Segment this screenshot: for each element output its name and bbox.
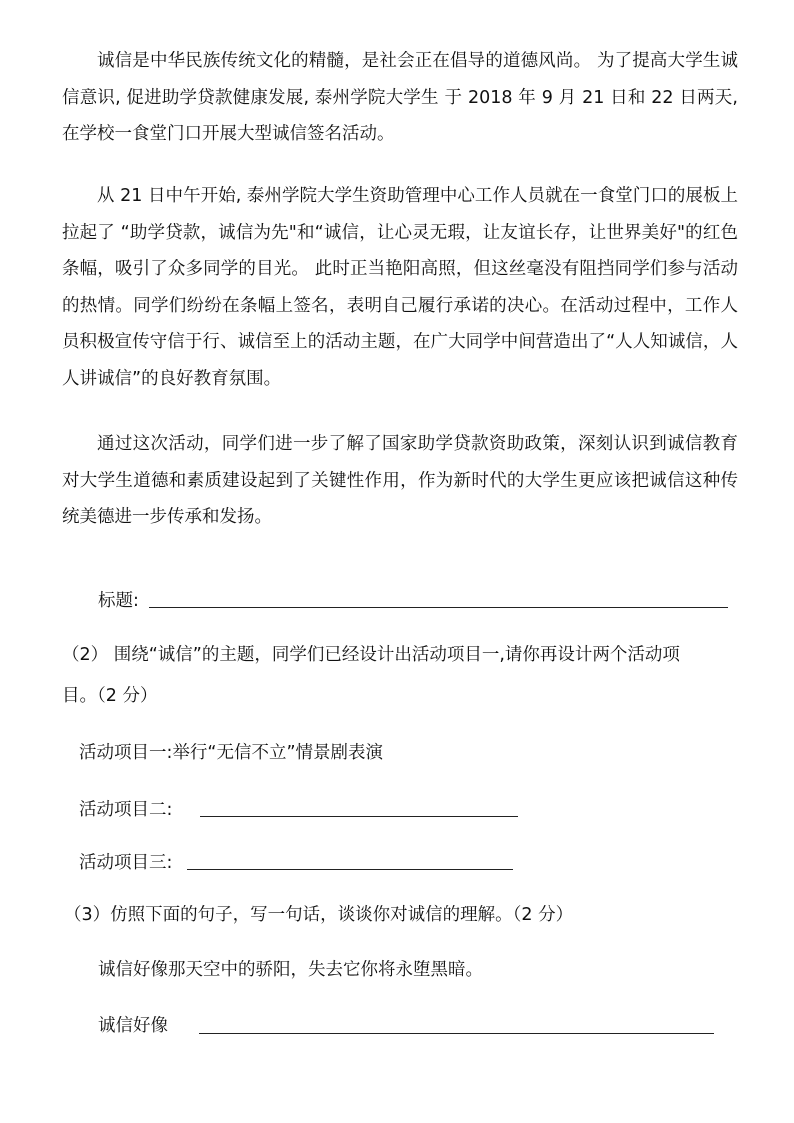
activity-item-1: 活动项目一:举行“无信不立”情景剧表演 bbox=[79, 743, 384, 763]
question-3-prompt: （3）仿照下面的句子，写一句话，谈谈你对诚信的理解。（2 分） bbox=[64, 905, 574, 925]
question-2-prompt-line-2: 目。（2 分） bbox=[62, 686, 158, 706]
activity-item-2-blank[interactable] bbox=[200, 816, 518, 817]
title-answer-blank[interactable] bbox=[149, 607, 728, 608]
question-3-example-sentence: 诚信好像那天空中的骄阳，失去它你将永堕黑暗。 bbox=[98, 960, 483, 980]
passage-paragraph-1: 诚信是中华民族传统文化的精髓，是社会正在倡导的道德风尚。 为了提高大学生诚信意识, 促进助学贷款健康发展, 泰州学院大学生 于 2018 年 9 月 21 日和 22 日两天,在学校一食堂门口开展大型诚信签名活动。 bbox=[62, 51, 738, 144]
passage-paragraph-3: 通过这次活动，同学们进一步了解了国家助学贷款资助政策，深刻认识到诚信教育对大学生道德和素质建设起到了关键性作用，作为新时代的大学生更应该把诚信这种传统美德进一步传承和发扬。 bbox=[62, 434, 738, 527]
question-3-answer-blank[interactable] bbox=[199, 1033, 714, 1034]
activity-item-2-label: 活动项目二: bbox=[79, 800, 173, 820]
activity-item-3-blank[interactable] bbox=[187, 869, 513, 870]
activity-item-3-label: 活动项目三: bbox=[79, 853, 173, 873]
question-2-prompt-line-1: （2） 围绕“诚信”的主题，同学们已经设计出活动项目一,请你再设计两个活动项 bbox=[62, 645, 680, 665]
title-question-label: 标题: bbox=[98, 591, 139, 611]
question-3-answer-label: 诚信好像 bbox=[98, 1016, 168, 1036]
passage-paragraph-2: 从 21 日中午开始, 泰州学院大学生资助管理中心工作人员就在一食堂门口的展板上拉起了 “助学贷款，诚信为先"和“诚信，让心灵无瑕，让友谊长存，让世界美好"的红色条幅，吸引了众多同学的目光。 此时正当艳阳高照，但这丝毫没有阻挡同学们参与活动的热情。同学们纷纷在条幅上签名，表明自己履行承诺的决心。在活动过程中，工作人员积极宣传守信于行、诚信至上的活动主题，在广大同学中间营造出了“人人知诚信，人人讲诚信”的良好教育氛围。 bbox=[62, 186, 738, 389]
